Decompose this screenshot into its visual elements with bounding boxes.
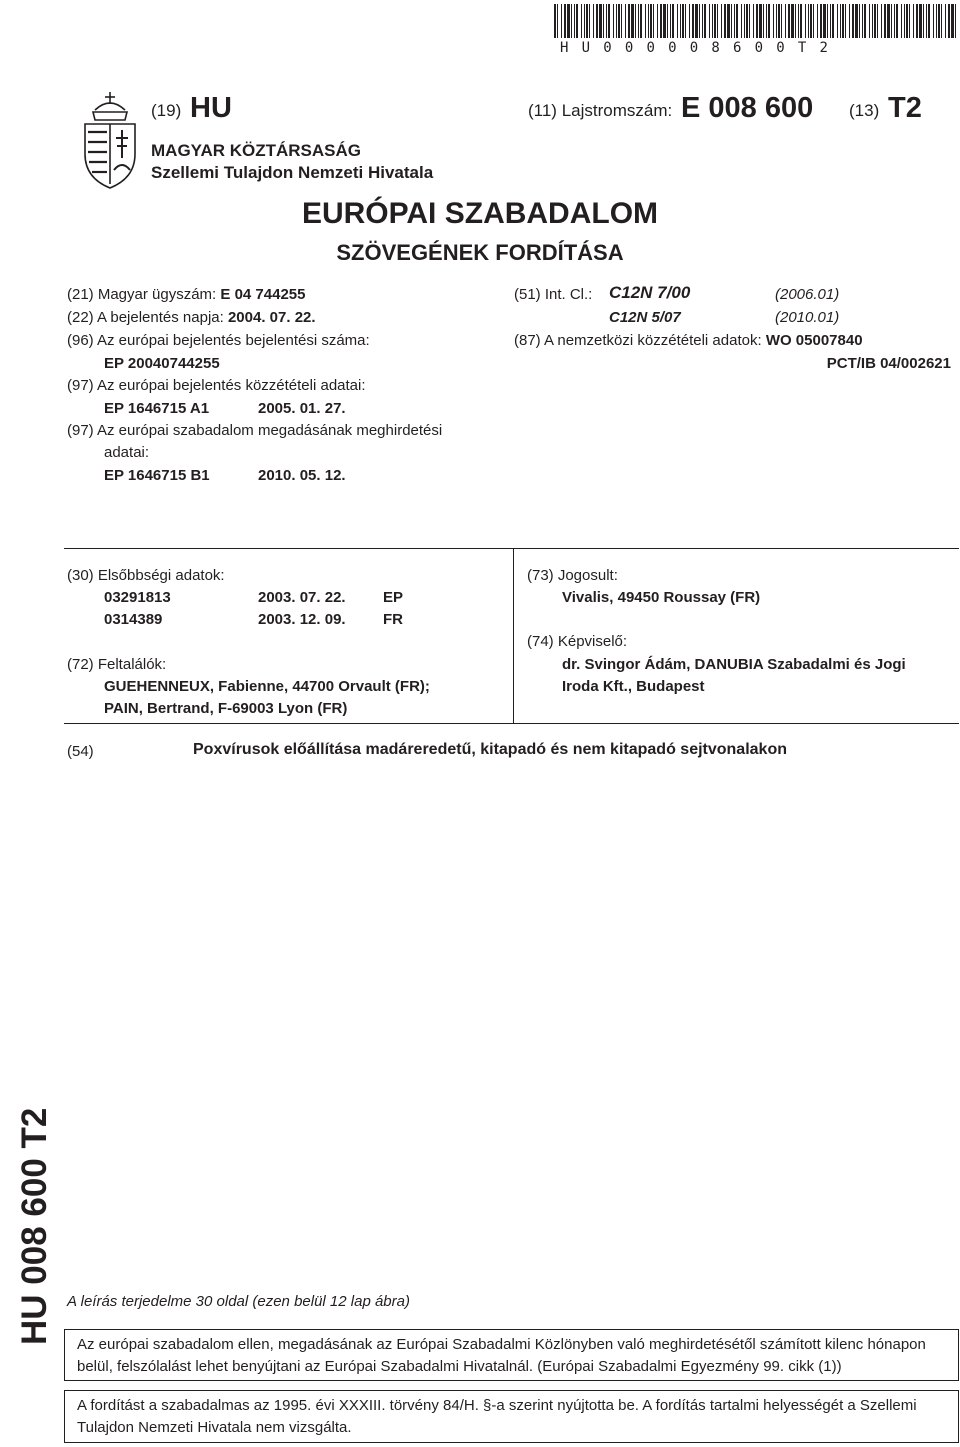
priority-country-1: EP [383,589,404,606]
field-21 [67,285,305,305]
field-97b-date: 2010. 05. 12. [258,467,346,484]
section-divider-vertical [513,548,514,724]
field-code-13: (13) [849,101,880,120]
barcode-number: HU000008600T2 [560,40,842,56]
barcode [554,4,958,38]
proprietor-label: (73) Jogosult: [527,567,618,584]
field-97a-label: (97) Az európai bejelentés közzétételi adatai: [67,377,366,394]
document-subtitle: SZÖVEGÉNEK FORDÍTÁSA [336,240,624,265]
representative-label: (74) Képviselő: [527,633,628,650]
registration-number: E 008 600 [681,92,814,124]
field-21-value: E 04 744255 [220,286,306,303]
document-kind: T2 [888,92,922,124]
field-87 [514,331,863,351]
registration-label: (11) Lajstromszám: [528,101,673,120]
field-97b-label-cont: adatai: [104,444,150,461]
office-name: Szellemi Tulajdon Nemzeti Hivatala [151,163,434,182]
field-code-19: (19) [151,101,182,120]
field-97b-label: (97) Az európai szabadalom megadásának meghirdetési [67,422,443,439]
section-rule-top [64,548,959,549]
field-87-value-2: PCT/IB 04/002621 [826,355,951,372]
opposition-notice: Az európai szabadalom ellen, megadásának az Európai Szabadalmi Közlönyben való meghirdetésétől számított kilenc hónapon belül, felszólalást lehet benyújtani az Európai Szabadalmi Hivatalnál. (Európai Szabadalmi Egyezmény 99. cikk (1)) [77,1336,926,1375]
invention-title: Poxvírusok előállítása madáreredetű, kitapadó és nem kitapadó sejtvonalakon [193,741,787,758]
priority-date-2: 2003. 12. 09. [258,611,346,628]
field-21-label: (21) Magyar ügyszám: [67,286,217,303]
ipc-version-2: (2010.01) [775,309,840,326]
inventors-label: (72) Feltalálók: [67,656,167,673]
field-22-value: 2004. 07. 22. [227,309,316,326]
coat-of-arms-emblem [79,90,141,190]
field-97a-number: EP 1646715 A1 [104,400,210,417]
field-22-label: (22) A bejelentés napja: [67,309,224,326]
section-rule-bottom [64,723,959,724]
field-22 [67,308,316,328]
field-87-value-1: WO 05007840 [765,332,863,349]
field-96-value: EP 20040744255 [104,355,220,372]
priority-country-2: FR [383,611,403,628]
representative-line-1: dr. Svingor Ádám, DANUBIA Szabadalmi és Jogi [562,656,906,673]
inventor-1: GUEHENNEUX, Fabienne, 44700 Orvault (FR); [104,678,430,695]
priority-label: (30) Elsőbbségi adatok: [67,567,225,584]
ipc-class-1: C12N 7/00 [609,283,691,302]
field-51-label: (51) Int. Cl.: [514,286,593,303]
field-96-label: (96) Az európai bejelentés bejelentési száma: [67,332,370,349]
proprietor-value: Vivalis, 49450 Roussay (FR) [562,589,761,606]
translation-notice-box [64,1390,959,1443]
representative-line-2: Iroda Kft., Budapest [562,678,705,695]
translation-notice: A fordítást a szabadalmas az 1995. évi XXXIII. törvény 84/H. §-a szerint nyújtotta be. A fordítás tartalmi helyességét a Szellemi Tulajdon Nemzeti Hivatala nem vizsgálta. [77,1397,917,1436]
inventor-2: PAIN, Bertrand, F-69003 Lyon (FR) [104,700,348,717]
priority-date-1: 2003. 07. 22. [258,589,346,606]
country-code: HU [190,92,232,124]
priority-number-2: 0314389 [104,611,163,628]
title-code: (54) [67,743,94,760]
ipc-class-2: C12N 5/07 [609,309,681,326]
side-document-number: HU 008 600 T2 [15,1107,54,1345]
state-name: MAGYAR KÖZTÁRSASÁG [151,141,361,160]
field-97b-number: EP 1646715 B1 [104,467,210,484]
field-87-label: (87) A nemzetközi közzétételi adatok: [514,332,762,349]
document-title: EURÓPAI SZABADALOM [301,197,659,230]
opposition-notice-box [64,1329,959,1381]
priority-number-1: 03291813 [104,589,171,606]
description-extent: A leírás terjedelme 30 oldal (ezen belül 12 lap ábra) [67,1293,410,1310]
field-97a-date: 2005. 01. 27. [258,400,346,417]
ipc-version-1: (2006.01) [775,286,840,303]
